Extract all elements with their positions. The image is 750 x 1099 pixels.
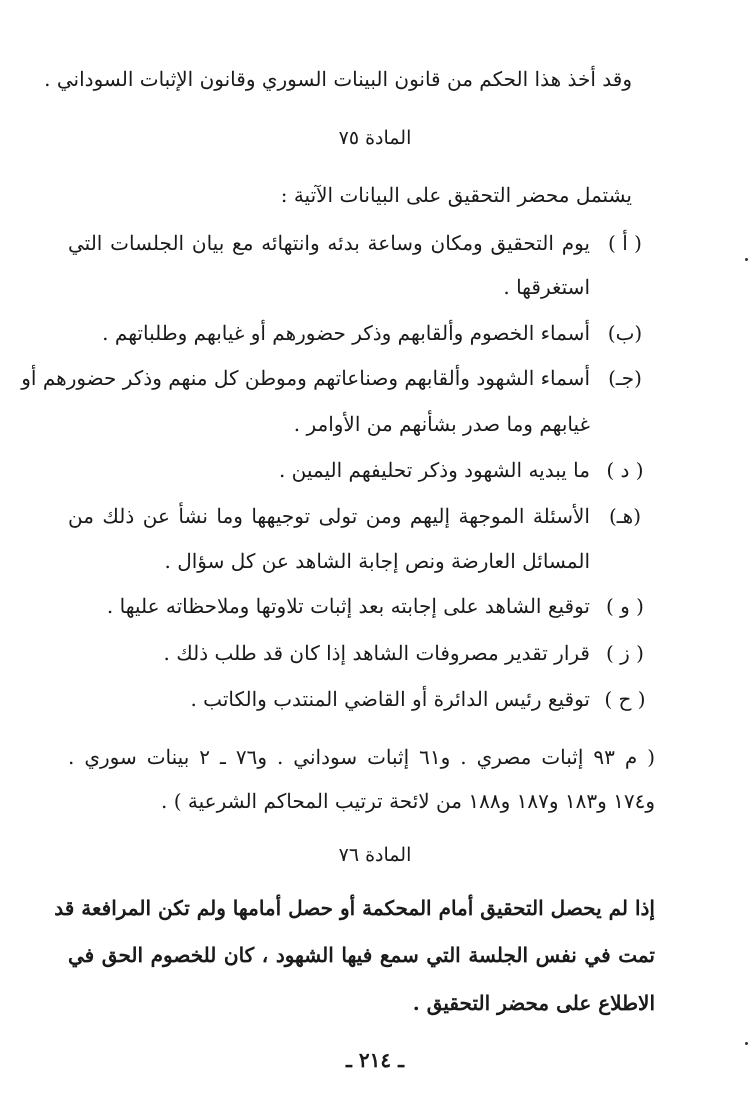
item-marker-e: (هـ)	[608, 504, 641, 528]
item-e-line-1: الأسئلة الموجهة إليهم ومن تولى توجيهها وما نشأ عن ذلك من	[68, 504, 590, 528]
article-76-line-1: إذا لم يحصل التحقيق أمام المحكمة أو حصل أمامها ولم تكن المرافعة قد	[54, 896, 655, 920]
item-marker-d: ( د )	[606, 458, 644, 482]
item-c-line-2: غيابهم وما صدر بشأنهم من الأوامر .	[293, 412, 590, 436]
item-a-line-2: استغرقها .	[503, 275, 590, 299]
item-h-line-1: توقيع رئيس الدائرة أو القاضي المنتدب والكاتب .	[190, 687, 590, 711]
scan-speck	[745, 258, 748, 261]
item-d-line-1: ما يبديه الشهود وذكر تحليفهم اليمين .	[278, 458, 590, 482]
item-g-line-1: قرار تقدير مصروفات الشاهد إذا كان قد طلب ذلك .	[163, 641, 590, 665]
page-number: ـ ٢١٤ ـ	[346, 1048, 404, 1072]
article-75-lead: يشتمل محضر التحقيق على البيانات الآتية :	[280, 183, 632, 207]
item-marker-b: (ب)	[607, 321, 643, 345]
item-marker-f: ( و )	[606, 594, 644, 618]
article-75-heading: المادة ٧٥	[338, 127, 412, 149]
item-c-line-1: أسماء الشهود وألقابهم وصناعاتهم وموطن كل منهم وذكر حضورهم أو	[21, 366, 590, 390]
item-marker-c: (جـ)	[608, 366, 642, 390]
item-e-line-2: المسائل العارضة ونص إجابة الشاهد عن كل سؤال .	[164, 549, 590, 573]
article-76-heading: المادة ٧٦	[338, 844, 412, 866]
item-marker-h: ( ح )	[604, 687, 646, 711]
item-a-line-1: يوم التحقيق ومكان وساعة بدئه وانتهائه مع بيان الجلسات التي	[68, 231, 590, 255]
item-marker-a: ( أ )	[608, 231, 642, 255]
item-marker-g: ( ز )	[606, 641, 644, 665]
article-76-line-3: الاطلاع على محضر التحقيق .	[412, 991, 655, 1015]
article-76-line-2: تمت في نفس الجلسة التي سمع فيها الشهود ، كان للخصوم الحق في	[68, 943, 655, 967]
article-75-reference-line-2: و١٧٤ و١٨٣ و١٨٧ و١٨٨ من لائحة ترتيب المحاكم الشرعية ) .	[161, 789, 655, 813]
scan-speck	[745, 1042, 748, 1045]
item-b-line-1: أسماء الخصوم وألقابهم وذكر حضورهم أو غيابهم وطلباتهم .	[102, 321, 590, 345]
intro-line: وقد أخذ هذا الحكم من قانون البينات السوري وقانون الإثبات السوداني .	[44, 67, 632, 91]
item-f-line-1: توقيع الشاهد على إجابته بعد إثبات تلاوتها وملاحظاته عليها .	[106, 594, 590, 618]
article-75-reference-line-1: ( م ٩٣ إثبات مصري . و٦١ إثبات سوداني . و٧٦ ـ ٢ بينات سوري .	[68, 745, 656, 769]
